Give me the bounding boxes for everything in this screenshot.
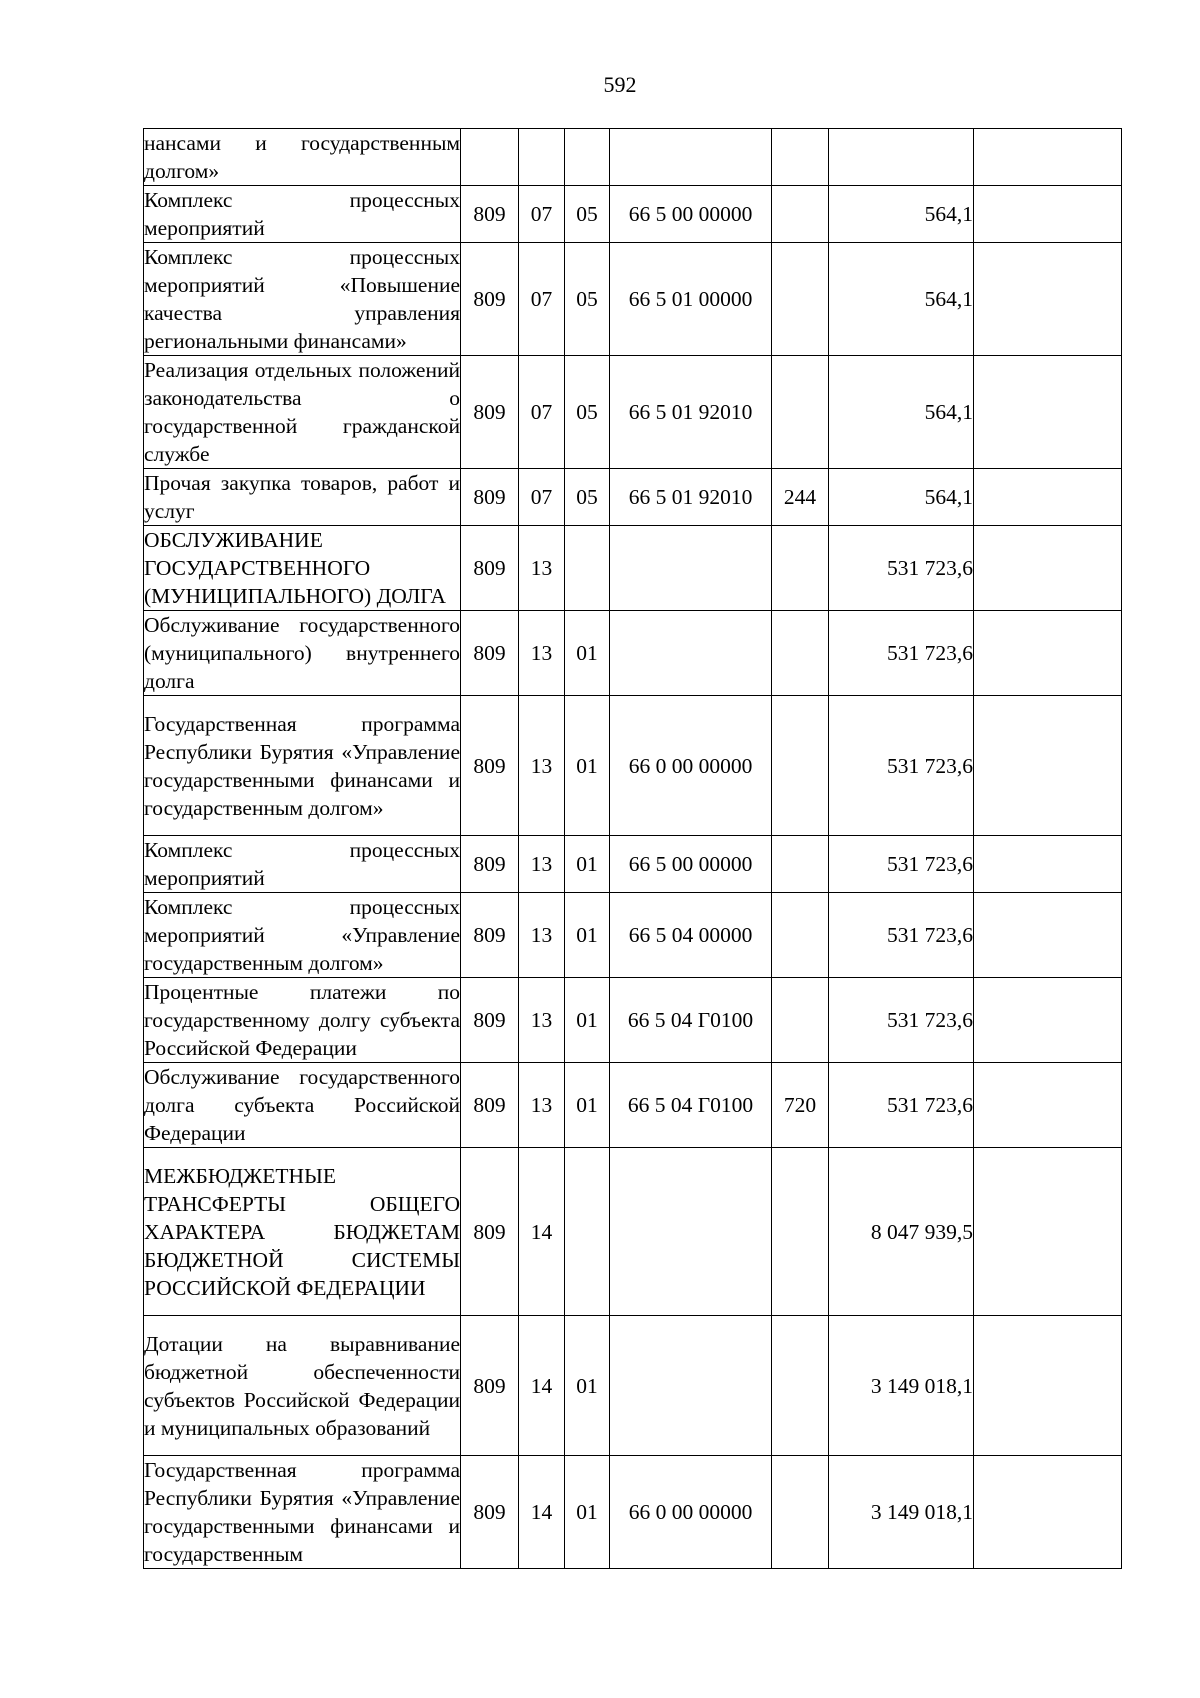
table-row xyxy=(144,1148,1122,1316)
table-row xyxy=(144,129,1122,186)
extra-column xyxy=(974,186,1122,243)
table-row xyxy=(144,186,1122,243)
target-article-code: 66 5 04 00000 xyxy=(610,893,772,978)
grbs-code: 809 xyxy=(461,186,519,243)
amount: 564,1 xyxy=(829,186,974,243)
item-name: Государственная программа Республики Бурятия «Управление государственными финансами и государственным долгом» xyxy=(144,696,461,836)
section-code: 14 xyxy=(519,1316,565,1456)
amount: 3 149 018,1 xyxy=(829,1456,974,1569)
extra-column xyxy=(974,836,1122,893)
amount: 531 723,6 xyxy=(829,526,974,611)
grbs-code: 809 xyxy=(461,836,519,893)
subsection-code: 01 xyxy=(565,1316,610,1456)
target-article-code xyxy=(610,129,772,186)
target-article-code: 66 5 01 92010 xyxy=(610,469,772,526)
target-article-code: 66 5 01 92010 xyxy=(610,356,772,469)
amount: 564,1 xyxy=(829,469,974,526)
extra-column xyxy=(974,1316,1122,1456)
target-article-code: 66 5 04 Г0100 xyxy=(610,978,772,1063)
expense-type-code xyxy=(772,1148,829,1316)
amount: 531 723,6 xyxy=(829,696,974,836)
extra-column xyxy=(974,526,1122,611)
target-article-code xyxy=(610,526,772,611)
target-article-code: 66 0 00 00000 xyxy=(610,696,772,836)
section-code: 07 xyxy=(519,356,565,469)
extra-column xyxy=(974,696,1122,836)
table-row xyxy=(144,469,1122,526)
section-code: 13 xyxy=(519,836,565,893)
grbs-code: 809 xyxy=(461,611,519,696)
extra-column xyxy=(974,356,1122,469)
subsection-code xyxy=(565,129,610,186)
page-number: 592 xyxy=(603,72,637,97)
expense-type-code xyxy=(772,611,829,696)
extra-column xyxy=(974,893,1122,978)
item-name: Государственная программа Республики Бурятия «Управление государственными финансами и государственным xyxy=(144,1456,461,1569)
table-row xyxy=(144,526,1122,611)
grbs-code: 809 xyxy=(461,469,519,526)
grbs-code: 809 xyxy=(461,978,519,1063)
table-row xyxy=(144,1063,1122,1148)
target-article-code xyxy=(610,1316,772,1456)
extra-column xyxy=(974,1456,1122,1569)
amount: 564,1 xyxy=(829,356,974,469)
item-name: Реализация отдельных положений законодательства о государственной гражданской службе xyxy=(144,356,461,469)
subsection-code: 01 xyxy=(565,1456,610,1569)
table-row xyxy=(144,243,1122,356)
expense-type-code xyxy=(772,836,829,893)
amount: 531 723,6 xyxy=(829,836,974,893)
subsection-code: 05 xyxy=(565,243,610,356)
section-code: 13 xyxy=(519,526,565,611)
grbs-code: 809 xyxy=(461,1148,519,1316)
subsection-code: 01 xyxy=(565,1063,610,1148)
table-row xyxy=(144,1456,1122,1569)
section-code: 13 xyxy=(519,611,565,696)
amount xyxy=(829,129,974,186)
item-name: Обслуживание государственного (муниципального) внутреннего долга xyxy=(144,611,461,696)
grbs-code: 809 xyxy=(461,356,519,469)
table-row xyxy=(144,611,1122,696)
target-article-code: 66 5 01 00000 xyxy=(610,243,772,356)
budget-table xyxy=(143,128,1122,1569)
grbs-code xyxy=(461,129,519,186)
section-code: 07 xyxy=(519,243,565,356)
section-code: 14 xyxy=(519,1148,565,1316)
subsection-code xyxy=(565,1148,610,1316)
expense-type-code xyxy=(772,696,829,836)
target-article-code: 66 5 00 00000 xyxy=(610,186,772,243)
item-name: Комплекс процессных мероприятий xyxy=(144,836,461,893)
grbs-code: 809 xyxy=(461,526,519,611)
section-code: 13 xyxy=(519,978,565,1063)
table-row xyxy=(144,696,1122,836)
item-name: Комплекс процессных мероприятий «Повышение качества управления региональными финансами» xyxy=(144,243,461,356)
amount: 531 723,6 xyxy=(829,611,974,696)
table-body xyxy=(144,129,1122,1569)
grbs-code: 809 xyxy=(461,243,519,356)
subsection-code: 05 xyxy=(565,186,610,243)
table-row xyxy=(144,1316,1122,1456)
item-name: МЕЖБЮДЖЕТНЫЕ ТРАНСФЕРТЫ ОБЩЕГО ХАРАКТЕРА БЮДЖЕТАМ БЮДЖЕТНОЙ СИСТЕМЫ РОССИЙСКОЙ ФЕДЕРАЦИИ xyxy=(144,1148,461,1316)
table-row xyxy=(144,893,1122,978)
extra-column xyxy=(974,1148,1122,1316)
table-row xyxy=(144,356,1122,469)
grbs-code: 809 xyxy=(461,1456,519,1569)
subsection-code: 01 xyxy=(565,978,610,1063)
target-article-code xyxy=(610,611,772,696)
extra-column xyxy=(974,129,1122,186)
expense-type-code xyxy=(772,526,829,611)
section-code: 07 xyxy=(519,469,565,526)
extra-column xyxy=(974,978,1122,1063)
item-name: ОБСЛУЖИВАНИЕ ГОСУДАРСТВЕННОГО (МУНИЦИПАЛЬНОГО) ДОЛГА xyxy=(144,526,461,611)
expense-type-code xyxy=(772,186,829,243)
item-name: Дотации на выравнивание бюджетной обеспеченности субъектов Российской Федерации и муниципальных образований xyxy=(144,1316,461,1456)
item-name: Комплекс процессных мероприятий «Управление государственным долгом» xyxy=(144,893,461,978)
subsection-code xyxy=(565,526,610,611)
amount: 531 723,6 xyxy=(829,893,974,978)
extra-column xyxy=(974,1063,1122,1148)
target-article-code: 66 5 04 Г0100 xyxy=(610,1063,772,1148)
target-article-code: 66 5 00 00000 xyxy=(610,836,772,893)
item-name: нансами и государственным долгом» xyxy=(144,129,461,186)
section-code: 13 xyxy=(519,893,565,978)
subsection-code: 05 xyxy=(565,356,610,469)
section-code: 13 xyxy=(519,1063,565,1148)
subsection-code: 01 xyxy=(565,893,610,978)
item-name: Прочая закупка товаров, работ и услуг xyxy=(144,469,461,526)
amount: 3 149 018,1 xyxy=(829,1316,974,1456)
expense-type-code xyxy=(772,129,829,186)
extra-column xyxy=(974,243,1122,356)
section-code: 13 xyxy=(519,696,565,836)
grbs-code: 809 xyxy=(461,893,519,978)
amount: 531 723,6 xyxy=(829,978,974,1063)
subsection-code: 05 xyxy=(565,469,610,526)
expense-type-code xyxy=(772,243,829,356)
subsection-code: 01 xyxy=(565,611,610,696)
subsection-code: 01 xyxy=(565,836,610,893)
item-name: Обслуживание государственного долга субъекта Российской Федерации xyxy=(144,1063,461,1148)
item-name: Процентные платежи по государственному долгу субъекта Российской Федерации xyxy=(144,978,461,1063)
item-name: Комплекс процессных мероприятий xyxy=(144,186,461,243)
grbs-code: 809 xyxy=(461,1063,519,1148)
expense-type-code: 244 xyxy=(772,469,829,526)
amount: 564,1 xyxy=(829,243,974,356)
table-row xyxy=(144,836,1122,893)
section-code: 14 xyxy=(519,1456,565,1569)
extra-column xyxy=(974,469,1122,526)
grbs-code: 809 xyxy=(461,1316,519,1456)
grbs-code: 809 xyxy=(461,696,519,836)
section-code: 07 xyxy=(519,186,565,243)
target-article-code xyxy=(610,1148,772,1316)
table-row xyxy=(144,978,1122,1063)
expense-type-code xyxy=(772,978,829,1063)
expense-type-code xyxy=(772,893,829,978)
expense-type-code xyxy=(772,1316,829,1456)
target-article-code: 66 0 00 00000 xyxy=(610,1456,772,1569)
section-code xyxy=(519,129,565,186)
expense-type-code: 720 xyxy=(772,1063,829,1148)
subsection-code: 01 xyxy=(565,696,610,836)
amount: 8 047 939,5 xyxy=(829,1148,974,1316)
amount: 531 723,6 xyxy=(829,1063,974,1148)
extra-column xyxy=(974,611,1122,696)
expense-type-code xyxy=(772,1456,829,1569)
expense-type-code xyxy=(772,356,829,469)
